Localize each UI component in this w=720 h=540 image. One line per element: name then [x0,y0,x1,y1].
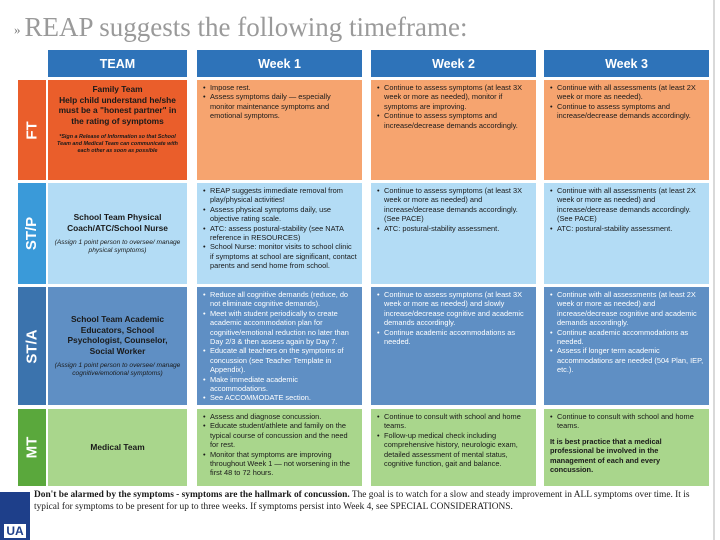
bullet-item: • Continue with all assessments (at least 2X week or more as needed) and increase/decrease cognitive and academic demands accordingly. [550,290,704,328]
mt-week1-cell [197,409,362,486]
logo-text: UA [6,524,24,538]
row-label-ft: FT [18,80,46,180]
team-cell-school-academic [48,287,187,405]
footer-rest: The goal is to watch for a slow and steady improvement in ALL symptoms over time. It is typical for symptoms to be present for up to three weeks. If symptoms persist into Week 4, see SPECIAL CONSIDERATIONS. [34,490,690,512]
bullet-item: • Impose rest. [203,83,357,92]
bullet-item: • Continue to assess symptoms and increase/decrease demands accordingly. [550,102,704,121]
team-note: (Assign 1 point person to oversee/ manage physical symptoms) [54,239,181,254]
bullet-item: • Continue to assess symptoms (at least 3X week or more as needed) and increase/decrease demands accordingly. (See PACE) [377,186,531,224]
row-label-sta: ST/A [18,287,46,405]
bullet-item: • Continue to assess symptoms (at least 3X week or more as needed), monitor if symptoms are improving. [377,83,531,111]
bullet-item: • Assess and diagnose concussion. [203,412,357,421]
title-text: REAP suggests the following timeframe: [24,12,468,42]
team-note: (Assign 1 point person to oversee/ manage cognitive/emotional symptoms) [54,362,181,377]
header-week-3: Week 3 [544,50,709,77]
team-cell-medical [48,409,187,486]
bullet-item: • School Nurse: monitor visits to school clinic if symptoms at school are significant, contact parents and send home from school. [203,242,357,270]
bullet-item: • Educate all teachers on the symptoms of concussion (see Teacher Template in Appendix). [203,346,357,374]
ft-week1-cell [197,80,362,180]
row-label-mt: MT [18,409,46,486]
bullet-item: • ATC: assess postural-stability (see NATA reference in RESOURCES) [203,224,357,243]
sta-week2-cell [371,287,536,405]
mt-week2-cell [371,409,536,486]
bullet-item: • Continue with all assessments (at least 2X week or more as needed). [550,83,704,102]
ft-week3-cell [544,80,709,180]
team-name: School Team Physical Coach/ATC/School Nurse [67,212,168,233]
bullet-item: • Continue to consult with school and home teams. [377,412,531,431]
bullet-item: • Assess if longer term academic accommodations are needed (504 Plan, IEP, etc.). [550,346,704,374]
bullet-item: • Follow-up medical check including comprehensive history, neurologic exam, detailed assessment of mental status, cognitive function, gait and balance. [377,431,531,469]
sta-week1-cell [197,287,362,405]
bullet-item: • Monitor that symptoms are improving throughout Week 1 — not worsening in the first 48 to 72 hours. [203,450,357,478]
bullet-item: • Continue academic accommodations as needed. [550,328,704,347]
team-cell-family [48,80,187,180]
ft-week2-cell [371,80,536,180]
team-name: School Team Academic Educators, School Psychologist, Counselor, Social Worker [67,314,168,356]
bullet-item: • ATC: postural-stability assessment. [550,224,704,233]
team-cell-school-physical [48,183,187,284]
logo [0,492,30,540]
bullet-item: • Assess physical symptoms daily, use objective rating scale. [203,205,357,224]
right-edge-border [713,0,715,540]
bullet-item: • Continue with all assessments (at least 2X week or more as needed) and increase/decrease demands accordingly. (See PACE) [550,186,704,224]
header-week-2: Week 2 [371,50,536,77]
footer-bold: Don't be alarmed by the symptoms - symptoms are the hallmark of concussion. [34,490,350,500]
team-name: Medical Team [90,442,145,453]
bullet-item: • ATC: postural-stability assessment. [377,224,531,233]
bullet-item: • Educate student/athlete and family on the typical course of concussion and the need for rest. [203,421,357,449]
bullet-item: • Make immediate academic accommodations. [203,375,357,394]
bullet-item: • Reduce all cognitive demands (reduce, do not eliminate cognitive demands). [203,290,357,309]
header-team: TEAM [48,50,187,77]
mt-week3-cell [544,409,709,486]
sta-week3-cell [544,287,709,405]
bullet-item: • Continue academic accommodations as needed. [377,328,531,347]
stp-week1-cell [197,183,362,284]
bullet-item: • Meet with student periodically to create academic accommodation plan for cognitive/emotional reduction no later than Day 2/3 & then assess again by Day 7. [203,309,357,347]
bullet-item: • REAP suggests immediate removal from play/physical activities! [203,186,357,205]
bullet-item: • Continue to assess symptoms (at least 3X week or more as needed) and slowly increase/decrease cognitive and academic demands accordingly. [377,290,531,328]
row-label-stp: ST/P [18,183,46,284]
bullet-item: • Continue to assess symptoms and increase/decrease demands accordingly. [377,111,531,130]
bullet-item: • See ACCOMMODATE section. [203,393,357,402]
footer-note [34,490,698,516]
mt-week3-note: It is best practice that a medical professional be involved in the management of each and every concussion. [550,436,662,475]
team-note: *Sign a Release of Information so that School Team and Medical Team can communicate with each other as soon as possible [57,134,178,154]
bullet-item: • Continue to consult with school and home teams. [550,412,704,431]
page-title [14,12,574,46]
stp-week3-cell [544,183,709,284]
chevron-right-icon: » [14,21,21,37]
bullet-item: • Assess symptoms daily — especially monitor maintenance symptoms and emotional symptoms. [203,92,357,120]
team-name: Family Team Help child understand he/she must be a "honest partner" in the rating of symptoms [58,84,177,126]
stp-week2-cell [371,183,536,284]
header-week-1: Week 1 [197,50,362,77]
